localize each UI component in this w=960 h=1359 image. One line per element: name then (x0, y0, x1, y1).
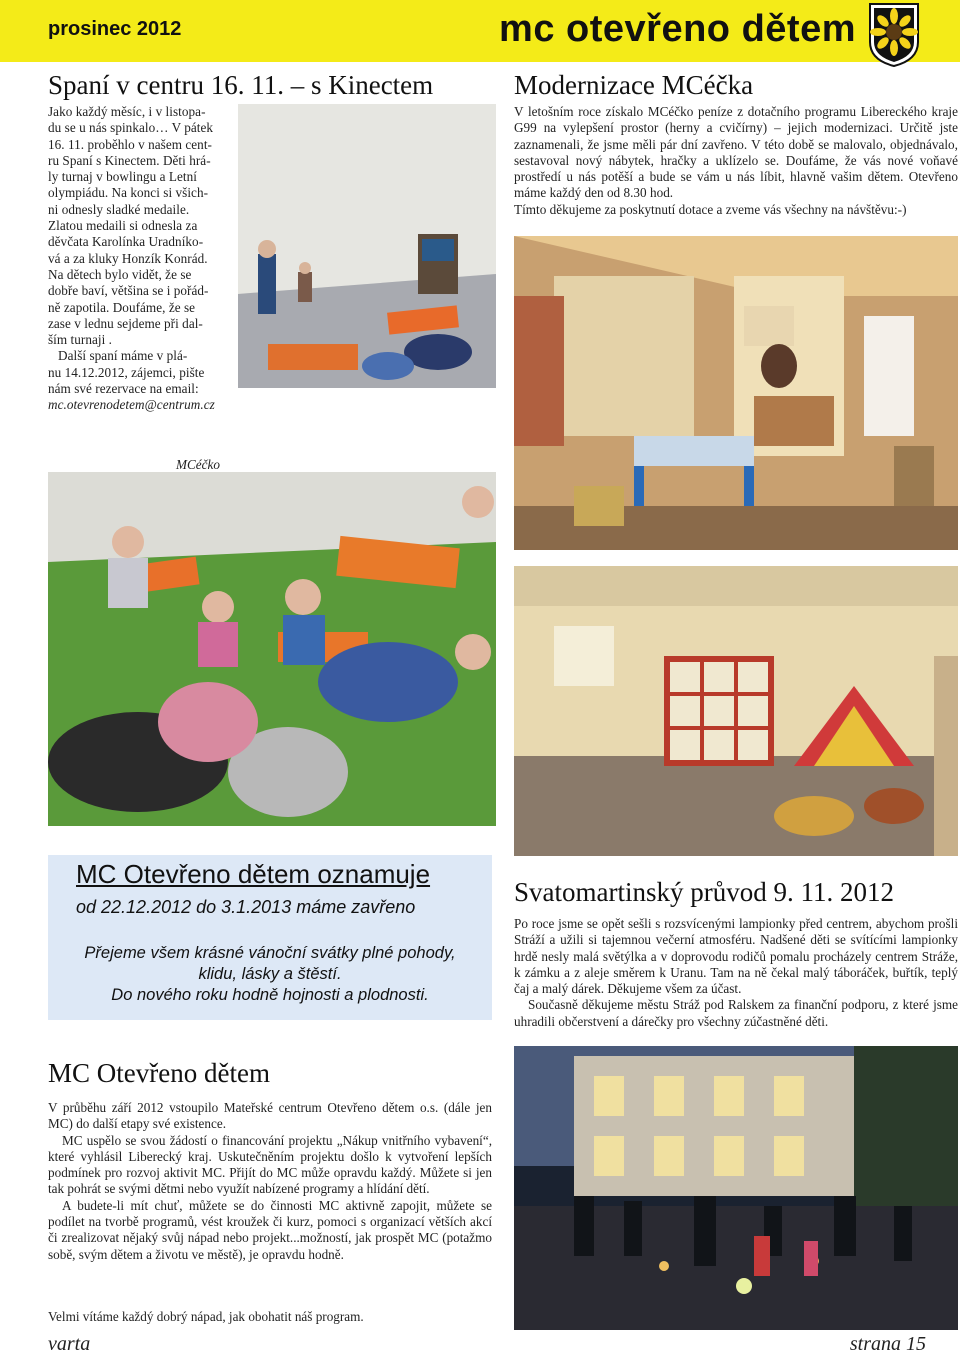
sleep-line: ším turnaji . (48, 332, 113, 348)
article-mc-body (48, 1100, 492, 1263)
issue-date: prosinec 2012 (48, 18, 182, 40)
mc-paragraph: V průběhu září 2012 vstoupilo Mateřské centrum Otevřeno dětem o.s. (dále jen MC) do další etapy své existence. (48, 1100, 492, 1132)
article-mc-title: MC Otevřeno dětem (48, 1058, 270, 1088)
sleep-line: olympiádu. Na konci si všich- (48, 185, 209, 201)
sleep-line: nám své rezervace na email: (48, 381, 199, 397)
closure-notice (48, 855, 492, 1020)
footer-page-number: strana 15 (849, 1333, 926, 1355)
mc-paragraph: MC uspělo se svou žádostí o financování projektu „Nákup vnitřního vybavení“, které vyhlásil Liberecký kraj. Uskutečněním projektu došlo k vytvoření lepších podmínek pro rozvoj aktivit MC. Přijít do MC může opravdu každý. Můžete si jen tak pohrát se svými dětmi nebo využít nabízené programy a hlídání dětí. (48, 1132, 492, 1197)
notice-wish-line: Přejeme všem krásné vánoční svátky plné pohody, (84, 944, 456, 962)
sleep-line: ly turnaj v bowlingu a Letní (48, 169, 197, 185)
sleep-line: 16. 11. proběhlo v našem cent- (48, 136, 212, 152)
sleep-line: vá a za kluky Honzík Konrád. (48, 250, 208, 266)
photo-kinect-room (238, 104, 496, 388)
sleep-line: Další spaní máme v plá- (48, 348, 188, 364)
notice-heading: MC Otevřeno dětem oznamuje (76, 859, 431, 889)
photo-lantern-procession (514, 1046, 958, 1330)
footer-publication: varta (48, 1333, 91, 1355)
contact-email[interactable]: mc.otevrenodetem@centrum.cz (48, 397, 215, 413)
sleep-line: zase v lednu sejdeme při dal- (48, 315, 203, 331)
article-sleep-signature: MCéčko (176, 457, 220, 472)
sleep-line: Jako každý měsíc, i v listopa- (48, 104, 206, 119)
photo-play-corner (514, 566, 958, 856)
martin-paragraph: Současně děkujeme městu Stráž pod Ralskem za finanční podporu, z které jsme uhradili občerstvení a dárečky pro všechny zúčastněné děti. (514, 997, 958, 1029)
modern-closing: Tímto děkujeme za poskytnutí dotace a zveme vás všechny na návštěvu:-) (514, 201, 907, 217)
sleep-line: děvčata Karolínka Uradníko- (48, 234, 204, 250)
notice-wish-line: Do nového roku hodně hojnosti a plodnosti. (111, 986, 429, 1004)
mc-paragraph: A budete-li mít chuť, můžete se do činnosti MC aktivně zapojit, můžete se podílet na tvorbě programů, vést kroužek či kurz, pomoci s organizací větších akcí či zrealizovat nějaký svůj nápad nebo projekt...možností, jak prospět MC (potažmo sobě, svým dětem a životu ve městě), je opravdu hodně. (48, 1197, 492, 1262)
sleep-line: du se u nás spinkalo… V pátek (48, 120, 214, 136)
notice-wish-line: klidu, lásky a štěstí. (198, 965, 342, 983)
sleep-line: Zlatou medaili si odnesla za (48, 218, 198, 234)
martin-paragraph: Po roce jsme se opět sešli s rozsvícenými lampionky před centrem, abychom prošli Stráží a užili si tajemnou večerní atmosféru. Nadšené děti se svítícími lampionky hrdě nesly malá světýlka a v doprovodu rodičů pomalu procházely centrem Stráže, k zámku a z aleje směrem k Uranu. Tam na ně čekal malý táboráček, buřtík, teplý čaj a malý dárek. Děkujeme všem za účast. (514, 916, 958, 997)
article-sleep-title: Spaní v centru 16. 11. – s Kinectem (48, 70, 434, 100)
article-mc-footer-line: Velmi vítáme každý dobrý nápad, jak obohatit náš program. (48, 1309, 364, 1324)
sleep-line: Na dětech bylo vidět, že se (48, 266, 192, 282)
photo-children-sleeping (48, 472, 496, 826)
article-martin-title: Svatomartinský průvod 9. 11. 2012 (514, 877, 894, 907)
photo-playroom (514, 236, 958, 550)
notice-closure-dates: od 22.12.2012 do 3.1.2013 máme zavřeno (76, 897, 416, 917)
article-modern-title: Modernizace MCéčka (514, 70, 754, 100)
sunflower-logo-icon (866, 2, 922, 68)
modern-paragraph: V letošním roce získalo MCéčko peníze z dotačního programu Libereckého kraje G99 na vylepšení prostor (herny a cvičírny) – jejich modernizaci. Určitě jste zaznamenali, že jsme měli pár dní zavřeno. V této době se malovalo, objednávalo, sestavoval nový nábytek, hračky a uklízelo se. Doufáme, že vás nové voňavé prostředí u nás potěší a bude se vám u nás líbit, hlavně vašim dětem. Otevřeno máme každý den od 8.30 hod. (514, 104, 958, 201)
sleep-line: dobře baví, většina se i pořád- (48, 283, 209, 299)
notice-wishes (58, 943, 482, 1006)
sleep-line: ni odnesly sladké medaile. (48, 201, 190, 217)
article-sleep-body (48, 104, 238, 414)
section-title: mc otevřeno dětem (499, 8, 856, 50)
article-martin-body (514, 916, 958, 1030)
article-modern-body (514, 104, 958, 218)
sleep-line: ru Spaní s Kinectem. Děti hrá- (48, 152, 211, 168)
sleep-line: nu 14.12.2012, zájemci, pište (48, 364, 205, 380)
sleep-line: ně zapotila. Doufáme, že se (48, 299, 196, 315)
